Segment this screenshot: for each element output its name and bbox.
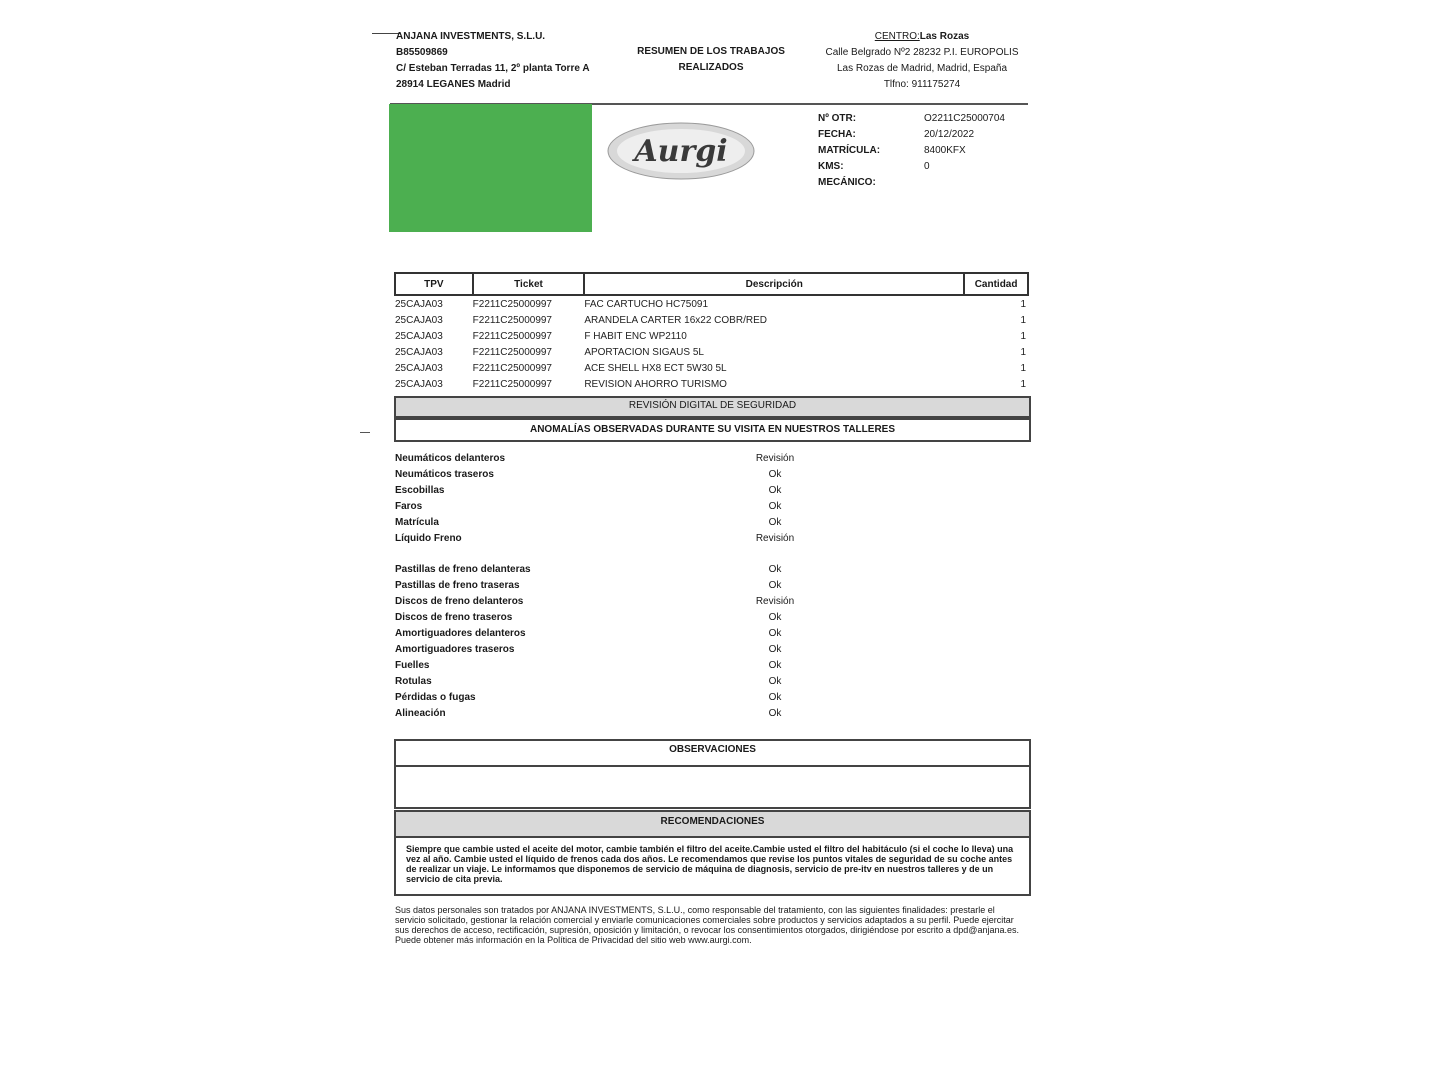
check-status: Ok <box>768 708 782 719</box>
cell-ticket: F2211C25000997 <box>472 298 552 310</box>
check-status: Ok <box>768 501 782 512</box>
check-status: Ok <box>768 628 782 639</box>
cell-descripcion: FAC CARTUCHO HC75091 <box>584 298 709 310</box>
check-status: Ok <box>768 580 782 591</box>
check-status: Revisión <box>755 596 795 607</box>
cell-ticket: F2211C25000997 <box>472 378 552 390</box>
check-label: Discos de freno traseros <box>395 612 513 623</box>
lines-table-header <box>395 273 1028 295</box>
check-item <box>395 515 815 531</box>
cell-ticket: F2211C25000997 <box>472 346 552 358</box>
company-city: 28914 LEGANES Madrid <box>396 79 511 90</box>
recomendaciones-title: RECOMENDACIONES <box>394 810 1031 836</box>
centro-line <box>812 29 1032 45</box>
check-item <box>395 483 815 499</box>
meta-mecanico: MECÁNICO: <box>818 177 876 188</box>
check-item <box>395 562 815 578</box>
check-status: Ok <box>768 660 782 671</box>
cell-cantidad: 1 <box>1020 298 1026 310</box>
centro-phone: Tlfno: 911175274 <box>883 79 961 90</box>
title-line-1: RESUMEN DE LOS TRABAJOS <box>637 46 785 57</box>
scan-artifact-mark <box>360 432 370 433</box>
check-status: Ok <box>768 692 782 703</box>
lines-table <box>394 272 1029 392</box>
meta-otr: Nº OTR: O2211C25000704 <box>818 113 1005 124</box>
observaciones-title: OBSERVACIONES <box>394 739 1031 766</box>
check-label: Amortiguadores traseros <box>395 644 515 655</box>
check-label: Pérdidas o fugas <box>395 692 476 703</box>
centro-block <box>812 29 1032 93</box>
check-label: Líquido Freno <box>395 533 462 544</box>
check-item <box>395 531 815 547</box>
centro-name: Las Rozas <box>919 31 970 42</box>
recomendaciones-body <box>394 836 1031 896</box>
cell-tpv: 25CAJA03 <box>395 298 443 310</box>
logo-text: Aurgi <box>634 134 728 169</box>
order-meta <box>818 111 1005 191</box>
cell-cantidad: 1 <box>1020 378 1026 390</box>
company-street: C/ Esteban Terradas 11, 2º planta Torre A <box>396 63 590 74</box>
checks-group-1 <box>395 451 815 547</box>
check-status: Ok <box>768 517 782 528</box>
check-label: Pastillas de freno delanteras <box>395 564 531 575</box>
check-label: Fuelles <box>395 660 430 671</box>
cell-tpv: 25CAJA03 <box>395 314 443 326</box>
cell-descripcion: APORTACION SIGAUS 5L <box>584 346 704 358</box>
cell-descripcion: F HABIT ENC WP2110 <box>584 330 687 342</box>
check-item <box>395 451 815 467</box>
meta-kms: KMS: 0 <box>818 161 930 172</box>
col-ticket: Ticket <box>473 273 585 295</box>
cell-tpv: 25CAJA03 <box>395 330 443 342</box>
cell-cantidad: 1 <box>1020 330 1026 342</box>
cell-descripcion: ACE SHELL HX8 ECT 5W30 5L <box>584 362 727 374</box>
company-block <box>396 29 590 93</box>
check-label: Rotulas <box>395 676 432 687</box>
check-status: Revisión <box>755 453 795 464</box>
check-item <box>395 642 815 658</box>
centro-address-1: Calle Belgrado Nº2 28232 P.I. EUROPOLIS <box>825 47 1019 58</box>
cell-tpv: 25CAJA03 <box>395 362 443 374</box>
check-item <box>395 467 815 483</box>
cell-ticket: F2211C25000997 <box>472 330 552 342</box>
check-item <box>395 626 815 642</box>
check-label: Matrícula <box>395 517 439 528</box>
title-line-2: REALIZADOS <box>678 62 744 73</box>
check-label: Neumáticos traseros <box>395 469 494 480</box>
meta-matricula: MATRÍCULA: 8400KFX <box>818 145 966 156</box>
check-item <box>395 499 815 515</box>
check-label: Alineación <box>395 708 446 719</box>
cell-cantidad: 1 <box>1020 314 1026 326</box>
centro-address-2: Las Rozas de Madrid, Madrid, España <box>836 63 1008 74</box>
check-label: Neumáticos delanteros <box>395 453 506 464</box>
check-item <box>395 610 815 626</box>
check-status: Ok <box>768 564 782 575</box>
meta-fecha: FECHA: 20/12/2022 <box>818 129 975 140</box>
check-status: Revisión <box>755 533 795 544</box>
col-tpv: TPV <box>395 273 473 295</box>
cell-ticket: F2211C25000997 <box>472 362 552 374</box>
lines-table-body <box>395 295 1028 392</box>
green-block <box>389 104 592 232</box>
cell-cantidad: 1 <box>1020 362 1026 374</box>
check-item <box>395 658 815 674</box>
col-cantidad: Cantidad <box>964 273 1028 295</box>
privacy-notice: Sus datos personales son tratados por ANJANA INVESTMENTS, S.L.U., como responsable del tratamiento, con las siguientes finalidades: prestarle el servicio solicitado, gestionar la relación comercial y enviarle comunicaciones comerciales sobre productos y servicios adaptados a su perfil. Puede ejercitar sus derechos de acceso, rectificación, supresión, oposición y limitación, o revocar los consentimientos otorgados, dirigiéndose por escrito a dpd@anjana.es. Puede obtener más información en la Política de Privacidad del sitio web www.aurgi.com. <box>395 905 1019 945</box>
cell-cantidad: 1 <box>1020 346 1026 358</box>
check-label: Faros <box>395 501 423 512</box>
check-label: Escobillas <box>395 485 445 496</box>
table-row <box>395 360 1028 376</box>
observaciones-body <box>394 766 1031 809</box>
check-status: Ok <box>768 644 782 655</box>
check-item <box>395 690 815 706</box>
check-status: Ok <box>768 676 782 687</box>
table-row <box>395 376 1028 392</box>
centro-label: CENTRO: <box>874 31 920 42</box>
table-row <box>395 312 1028 328</box>
check-item <box>395 706 815 722</box>
check-status: Ok <box>768 612 782 623</box>
company-cif: B85509869 <box>396 47 448 58</box>
cell-tpv: 25CAJA03 <box>395 346 443 358</box>
company-name: ANJANA INVESTMENTS, S.L.U. <box>396 31 546 42</box>
recomendaciones-text: Siempre que cambie usted el aceite del motor, cambie también el filtro del aceite.Cambie usted el filtro del habitáculo (si el coche lo lleva) una vez al año. Cambie usted el líquido de frenos cada dos años. Le recomendamos que revise los puntos vitales de seguridad de su coche antes de realizar un viaje. Le informamos que disponemos de servicio de máquina de diagnosis, servicio de pre-itv en nuestros talleres y de un servicio de cita previa. <box>406 844 1014 884</box>
check-item <box>395 674 815 690</box>
aurgi-logo <box>607 122 755 180</box>
anomalias-bar: ANOMALÍAS OBSERVADAS DURANTE SU VISITA EN NUESTROS TALLERES <box>394 418 1031 442</box>
document-title <box>626 44 796 76</box>
check-status: Ok <box>768 485 782 496</box>
cell-descripcion: ARANDELA CARTER 16x22 COBR/RED <box>584 314 767 326</box>
check-item <box>395 578 815 594</box>
check-label: Amortiguadores delanteros <box>395 628 526 639</box>
table-row <box>395 328 1028 344</box>
check-status: Ok <box>768 469 782 480</box>
cell-ticket: F2211C25000997 <box>472 314 552 326</box>
check-item <box>395 594 815 610</box>
col-descripcion: Descripción <box>584 273 964 295</box>
table-row <box>395 295 1028 312</box>
revision-digital-bar: REVISIÓN DIGITAL DE SEGURIDAD <box>394 396 1031 418</box>
check-label: Pastillas de freno traseras <box>395 580 520 591</box>
checks-group-2 <box>395 562 815 722</box>
check-label: Discos de freno delanteros <box>395 596 524 607</box>
cell-tpv: 25CAJA03 <box>395 378 443 390</box>
table-row <box>395 344 1028 360</box>
cell-descripcion: REVISION AHORRO TURISMO <box>584 378 727 390</box>
